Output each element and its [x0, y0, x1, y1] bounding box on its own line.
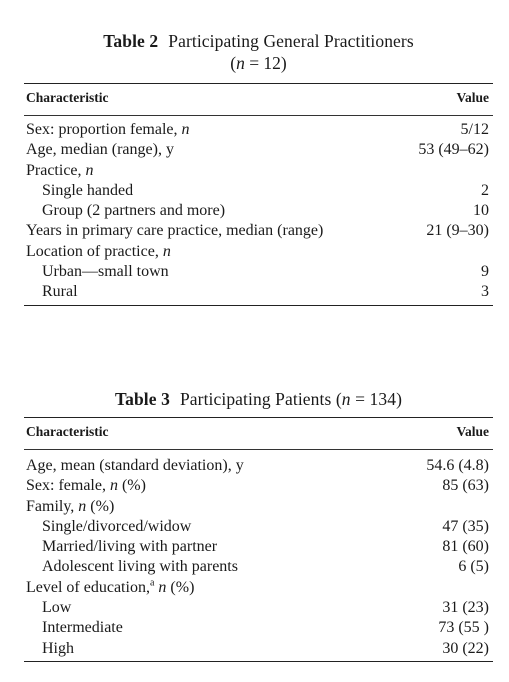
- table-row: [24, 598, 493, 618]
- table-row: [24, 517, 493, 537]
- characteristic-suffix: (%): [117, 477, 146, 495]
- value-cell: 9: [481, 263, 489, 281]
- characteristic-italic: n: [154, 578, 167, 596]
- table-row: [24, 262, 493, 282]
- characteristic-text: High: [42, 639, 74, 657]
- value-cell: 3: [481, 283, 489, 301]
- characteristic-italic: n: [78, 497, 87, 515]
- table-row: [24, 161, 493, 181]
- characteristic-text: Single handed: [42, 181, 134, 199]
- value-cell: 73 (55 ): [438, 619, 489, 637]
- characteristic-cell: [24, 497, 114, 517]
- table-row: [24, 476, 493, 496]
- characteristic-italic: n: [85, 161, 94, 179]
- table-row: [24, 282, 493, 302]
- characteristic-cell: [24, 282, 78, 302]
- footnote-marker: a: [149, 577, 155, 589]
- table-3-header-rule: [24, 449, 493, 450]
- characteristic-text: Single/divorced/widow: [42, 517, 192, 535]
- value-cell: 30 (22): [442, 639, 489, 657]
- value-cell: 53 (49–62): [418, 141, 489, 159]
- characteristic-text: Rural: [42, 283, 78, 301]
- table-2-header-value: Value: [456, 90, 489, 105]
- characteristic-cell: [24, 201, 225, 221]
- table-2: [24, 30, 493, 306]
- table-2-title: Participating General Practitioners: [168, 31, 414, 51]
- table-2-subtitle-n: n: [236, 53, 245, 73]
- characteristic-cell: [24, 476, 146, 496]
- characteristic-cell: [24, 639, 74, 659]
- characteristic-text: Sex: female,: [26, 477, 110, 495]
- characteristic-text: Years in primary care practice, median (range): [26, 222, 324, 240]
- value-cell: 5/12: [460, 121, 489, 138]
- value-cell: 10: [473, 202, 489, 220]
- table-3-title-post: = 134): [350, 389, 403, 409]
- characteristic-text: Sex: proportion female,: [26, 121, 182, 138]
- table-row: [24, 578, 493, 598]
- characteristic-cell: [24, 456, 244, 476]
- table-row: [24, 120, 493, 140]
- table-2-subtitle-count: = 12): [244, 53, 287, 73]
- characteristic-text: Level of education,: [26, 578, 150, 596]
- table-3: [24, 388, 493, 662]
- table-2-header-rule: [24, 115, 493, 116]
- table-2-label: Table 2: [103, 31, 159, 51]
- table-3-bottom-rule: [24, 661, 493, 662]
- table-2-body: [24, 120, 493, 303]
- value-cell: 2: [481, 181, 489, 199]
- table-row: [24, 181, 493, 201]
- table-3-title-n: n: [341, 389, 351, 409]
- characteristic-cell: [24, 120, 190, 140]
- table-3-header-row: [24, 424, 493, 440]
- table-2-caption: [24, 30, 493, 52]
- characteristic-cell: [24, 557, 238, 577]
- characteristic-text: Intermediate: [42, 619, 123, 637]
- table-3-top-rule: [24, 417, 493, 418]
- table-row: [24, 201, 493, 221]
- characteristic-cell: [24, 140, 174, 160]
- characteristic-text: Adolescent living with parents: [42, 558, 238, 576]
- table-2-header-characteristic: Characteristic: [26, 90, 109, 105]
- table-2-subtitle: [24, 52, 493, 74]
- characteristic-text: Urban—small town: [42, 263, 169, 281]
- table-3-header-characteristic: Characteristic: [26, 424, 109, 439]
- table-2-bottom-rule: [24, 305, 493, 306]
- characteristic-text: Age, median (range), y: [26, 141, 174, 159]
- table-row: [24, 456, 493, 476]
- characteristic-text: Group (2 partners and more): [42, 202, 226, 220]
- table-3-caption: [24, 388, 493, 410]
- characteristic-cell: [24, 618, 123, 638]
- table-2-subtitle-open: (: [230, 53, 237, 73]
- value-cell: 85 (63): [442, 477, 489, 495]
- characteristic-italic: n: [162, 242, 171, 260]
- value-cell: 21 (9–30): [426, 222, 489, 240]
- characteristic-suffix: (%): [86, 497, 115, 515]
- characteristic-cell: [24, 578, 194, 598]
- characteristic-suffix: (%): [166, 578, 195, 596]
- characteristic-cell: [24, 242, 171, 262]
- characteristic-text: Location of practice,: [26, 242, 163, 260]
- table-3-title-pre: Participating Patients (: [179, 389, 342, 409]
- table-row: [24, 639, 493, 659]
- characteristic-text: Age, mean (standard deviation), y: [26, 457, 244, 474]
- characteristic-cell: [24, 262, 169, 282]
- characteristic-text: Married/living with partner: [42, 538, 218, 556]
- value-cell: 54.6 (4.8): [426, 457, 489, 474]
- value-cell: 81 (60): [442, 538, 489, 556]
- characteristic-cell: [24, 161, 94, 181]
- table-3-header-value: Value: [456, 424, 489, 439]
- table-3-body: [24, 456, 493, 659]
- value-cell: 6 (5): [458, 558, 489, 576]
- table-row: [24, 618, 493, 638]
- table-row: [24, 242, 493, 262]
- value-cell: 31 (23): [442, 599, 489, 617]
- table-row: [24, 497, 493, 517]
- table-2-top-rule: [24, 83, 493, 84]
- characteristic-cell: [24, 517, 191, 537]
- characteristic-cell: [24, 221, 323, 241]
- value-cell: 47 (35): [442, 517, 489, 535]
- table-2-header-row: [24, 90, 493, 106]
- table-row: [24, 537, 493, 557]
- table-row: [24, 221, 493, 241]
- characteristic-cell: [24, 598, 71, 618]
- table-3-label: Table 3: [114, 389, 170, 409]
- table-row: [24, 140, 493, 160]
- table-row: [24, 557, 493, 577]
- characteristic-text: Family,: [26, 497, 79, 515]
- characteristic-italic: n: [181, 121, 190, 138]
- characteristic-italic: n: [109, 477, 118, 495]
- characteristic-text: Low: [42, 599, 72, 617]
- characteristic-cell: [24, 537, 217, 557]
- characteristic-cell: [24, 181, 133, 201]
- characteristic-text: Practice,: [26, 161, 86, 179]
